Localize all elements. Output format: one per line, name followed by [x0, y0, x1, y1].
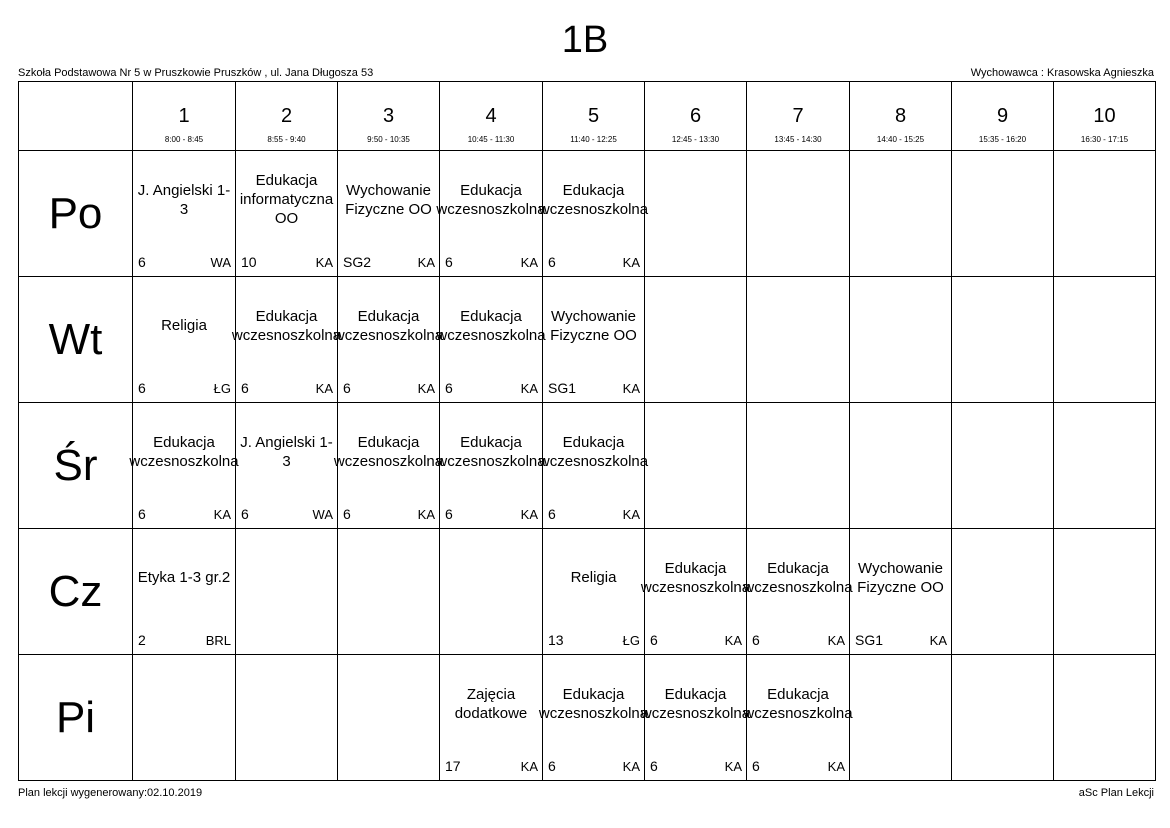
empty-cell — [952, 151, 1054, 277]
period-number: 3 — [382, 105, 395, 127]
empty-cell — [1054, 151, 1156, 277]
lesson-cell — [236, 151, 338, 277]
lesson-cell — [543, 277, 645, 403]
lesson-cell — [133, 151, 236, 277]
lesson-teacher: KA — [622, 381, 640, 396]
lesson-room: 6 — [241, 380, 249, 396]
lesson-room: 6 — [445, 380, 453, 396]
lesson-room: 6 — [650, 632, 658, 648]
lesson-teacher: ŁG — [622, 633, 640, 648]
period-time: 11:40 - 12:25 — [570, 135, 617, 144]
empty-cell — [338, 529, 440, 655]
lesson-subject: Edukacja wczesnoszkolna — [436, 307, 546, 344]
lesson-room: 6 — [650, 758, 658, 774]
period-time: 15:35 - 16:20 — [978, 135, 1027, 144]
empty-cell — [338, 655, 440, 781]
day-label: Śr — [53, 441, 98, 490]
lesson-room: SG1 — [548, 380, 577, 396]
lesson-teacher: KA — [827, 633, 845, 648]
lesson-teacher: KA — [213, 507, 231, 522]
lesson-teacher: BRL — [205, 633, 231, 648]
lesson-subject: Edukacja wczesnoszkolna — [538, 685, 649, 722]
lesson-subject: Edukacja wczesnoszkolna — [640, 559, 751, 596]
lesson-teacher: KA — [929, 633, 947, 648]
lesson-cell — [436, 277, 546, 403]
lesson-teacher: KA — [622, 255, 640, 270]
period-time: 12:45 - 13:30 — [671, 135, 720, 144]
lesson-room: 6 — [138, 254, 146, 270]
lesson-subject: Edukacja wczesnoszkolna — [538, 433, 649, 470]
lesson-subject: J. Angielski 1-3 — [240, 433, 333, 470]
lesson-room: 6 — [752, 758, 760, 774]
lesson-cell — [436, 403, 546, 529]
lesson-teacher: KA — [724, 633, 742, 648]
empty-cell — [236, 529, 338, 655]
day-label: Po — [48, 189, 103, 238]
lesson-cell — [640, 529, 751, 655]
lesson-room: 6 — [138, 506, 146, 522]
lesson-cell — [231, 277, 342, 403]
day-cell — [19, 529, 133, 655]
lesson-subject: Edukacja wczesnoszkolna — [129, 433, 239, 470]
timetable-grid — [18, 81, 1156, 781]
class-teacher: Wychowawca : Krasowska Agnieszka — [970, 67, 1154, 79]
empty-cell — [1054, 655, 1156, 781]
period-time: 9:50 - 10:35 — [367, 135, 410, 144]
lesson-room: 6 — [445, 506, 453, 522]
empty-cell — [1054, 529, 1156, 655]
lesson-room: SG2 — [343, 254, 372, 270]
period-number: 8 — [894, 105, 907, 127]
lesson-teacher: KA — [520, 381, 538, 396]
day-cell — [19, 277, 133, 403]
day-label: Wt — [48, 315, 103, 364]
lesson-teacher: KA — [622, 759, 640, 774]
empty-cell — [952, 403, 1054, 529]
lesson-room: 6 — [752, 632, 760, 648]
period-time: 10:45 - 11:30 — [467, 135, 515, 144]
period-number: 10 — [1093, 105, 1116, 127]
lesson-subject: Wychowanie Fizyczne OO — [857, 559, 944, 596]
lesson-cell — [543, 529, 645, 655]
empty-cell — [440, 529, 543, 655]
period-header — [747, 82, 850, 151]
lesson-cell — [743, 529, 853, 655]
lesson-cell — [440, 655, 543, 781]
empty-cell — [850, 655, 952, 781]
lesson-room: 6 — [548, 254, 556, 270]
period-number: 9 — [996, 105, 1009, 127]
empty-cell — [850, 151, 952, 277]
lesson-cell — [743, 655, 853, 781]
lesson-room: 2 — [138, 632, 146, 648]
lesson-teacher: KA — [417, 255, 435, 270]
lesson-room: 17 — [445, 758, 461, 774]
lesson-teacher: KA — [724, 759, 742, 774]
lesson-subject: Edukacja wczesnoszkolna — [743, 559, 853, 596]
day-cell — [19, 403, 133, 529]
period-header — [133, 82, 236, 151]
day-cell — [19, 655, 133, 781]
lesson-room: 10 — [241, 254, 257, 270]
period-time: 8:00 - 8:45 — [164, 135, 204, 144]
empty-cell — [1054, 277, 1156, 403]
empty-cell — [952, 655, 1054, 781]
lesson-teacher: KA — [622, 507, 640, 522]
lesson-cell — [538, 403, 649, 529]
period-number: 6 — [689, 105, 702, 127]
day-row — [19, 529, 1156, 655]
period-number: 4 — [485, 105, 497, 127]
period-number: 1 — [178, 105, 190, 127]
period-number: 7 — [792, 105, 804, 127]
empty-cell — [952, 277, 1054, 403]
lesson-subject: Wychowanie Fizyczne OO — [345, 181, 432, 218]
period-time: 16:30 - 17:15 — [1080, 135, 1129, 144]
empty-cell — [645, 277, 747, 403]
day-row — [19, 655, 1156, 781]
empty-cell — [1054, 403, 1156, 529]
lesson-teacher: WA — [210, 255, 231, 270]
day-label: Pi — [55, 693, 96, 742]
day-row — [19, 277, 1156, 403]
lesson-teacher: KA — [315, 381, 333, 396]
lesson-teacher: KA — [827, 759, 845, 774]
period-time: 8:55 - 9:40 — [267, 135, 306, 144]
day-cell — [19, 151, 133, 277]
lesson-teacher: ŁG — [213, 381, 231, 396]
lesson-cell — [640, 655, 751, 781]
empty-cell — [850, 277, 952, 403]
lesson-subject: Edukacja wczesnoszkolna — [436, 433, 546, 470]
lesson-cell — [133, 277, 236, 403]
lesson-subject: Zajęcia dodatkowe — [454, 685, 528, 722]
lesson-subject: Edukacja wczesnoszkolna — [538, 181, 649, 218]
period-number: 2 — [280, 105, 293, 127]
lesson-room: SG1 — [855, 632, 884, 648]
lesson-cell — [133, 529, 236, 655]
lesson-teacher: KA — [520, 507, 538, 522]
period-header — [338, 82, 440, 151]
empty-cell — [747, 277, 850, 403]
day-label: Cz — [48, 567, 103, 616]
lesson-room: 6 — [343, 506, 351, 522]
class-title: 1B — [561, 19, 609, 61]
empty-cell — [236, 655, 338, 781]
app-name: aSc Plan Lekcji — [1078, 787, 1154, 799]
day-row — [19, 403, 1156, 529]
lesson-subject: Edukacja wczesnoszkolna — [333, 307, 444, 344]
day-row — [19, 151, 1156, 277]
lesson-subject: Edukacja wczesnoszkolna — [333, 433, 444, 470]
lesson-room: 6 — [445, 254, 453, 270]
empty-cell — [850, 403, 952, 529]
period-time: 13:45 - 14:30 — [774, 135, 822, 144]
school-name: Szkoła Podstawowa Nr 5 w Pruszkowie Pruszków , ul. Jana Długosza 53 — [18, 67, 374, 79]
period-header — [952, 82, 1054, 151]
lesson-subject: Etyka 1-3 gr.2 — [137, 569, 231, 586]
lesson-subject: Edukacja wczesnoszkolna — [640, 685, 751, 722]
lesson-cell — [333, 277, 444, 403]
lesson-cell — [850, 529, 952, 655]
lesson-room: 6 — [343, 380, 351, 396]
lesson-subject: Edukacja informatyczna OO — [239, 172, 334, 227]
lesson-subject: Wychowanie Fizyczne OO — [550, 307, 637, 344]
lesson-room: 6 — [138, 380, 146, 396]
lesson-cell — [129, 403, 239, 529]
lesson-cell — [236, 403, 338, 529]
empty-cell — [645, 151, 747, 277]
empty-cell — [747, 403, 850, 529]
period-header — [645, 82, 747, 151]
period-header — [850, 82, 952, 151]
empty-cell — [747, 151, 850, 277]
empty-cell — [133, 655, 236, 781]
lesson-teacher: KA — [315, 255, 333, 270]
lesson-room: 13 — [548, 632, 564, 648]
lesson-cell — [333, 403, 444, 529]
lesson-subject: Edukacja wczesnoszkolna — [231, 307, 342, 344]
period-time: 14:40 - 15:25 — [876, 135, 925, 144]
generated-date: Plan lekcji wygenerowany:02.10.2019 — [18, 787, 203, 799]
lesson-cell — [538, 151, 649, 277]
lesson-subject: Edukacja wczesnoszkolna — [436, 181, 546, 218]
empty-cell — [645, 403, 747, 529]
lesson-subject: Religia — [570, 569, 617, 586]
lesson-room: 6 — [241, 506, 249, 522]
lesson-teacher: WA — [312, 507, 333, 522]
empty-cell — [952, 529, 1054, 655]
period-number: 5 — [587, 105, 600, 127]
lesson-teacher: KA — [520, 255, 538, 270]
lesson-teacher: KA — [417, 381, 435, 396]
lesson-subject: J. Angielski 1-3 — [137, 181, 231, 218]
lesson-teacher: KA — [417, 507, 435, 522]
period-header — [236, 82, 338, 151]
period-header — [543, 82, 645, 151]
lesson-room: 6 — [548, 506, 556, 522]
lesson-cell — [436, 151, 546, 277]
period-header — [440, 82, 543, 151]
lesson-cell — [338, 151, 440, 277]
period-header — [1054, 82, 1156, 151]
lesson-subject: Religia — [161, 317, 207, 334]
lesson-teacher: KA — [520, 759, 538, 774]
lesson-room: 6 — [548, 758, 556, 774]
corner-cell — [19, 82, 133, 151]
lesson-subject: Edukacja wczesnoszkolna — [743, 685, 853, 722]
lesson-cell — [538, 655, 649, 781]
